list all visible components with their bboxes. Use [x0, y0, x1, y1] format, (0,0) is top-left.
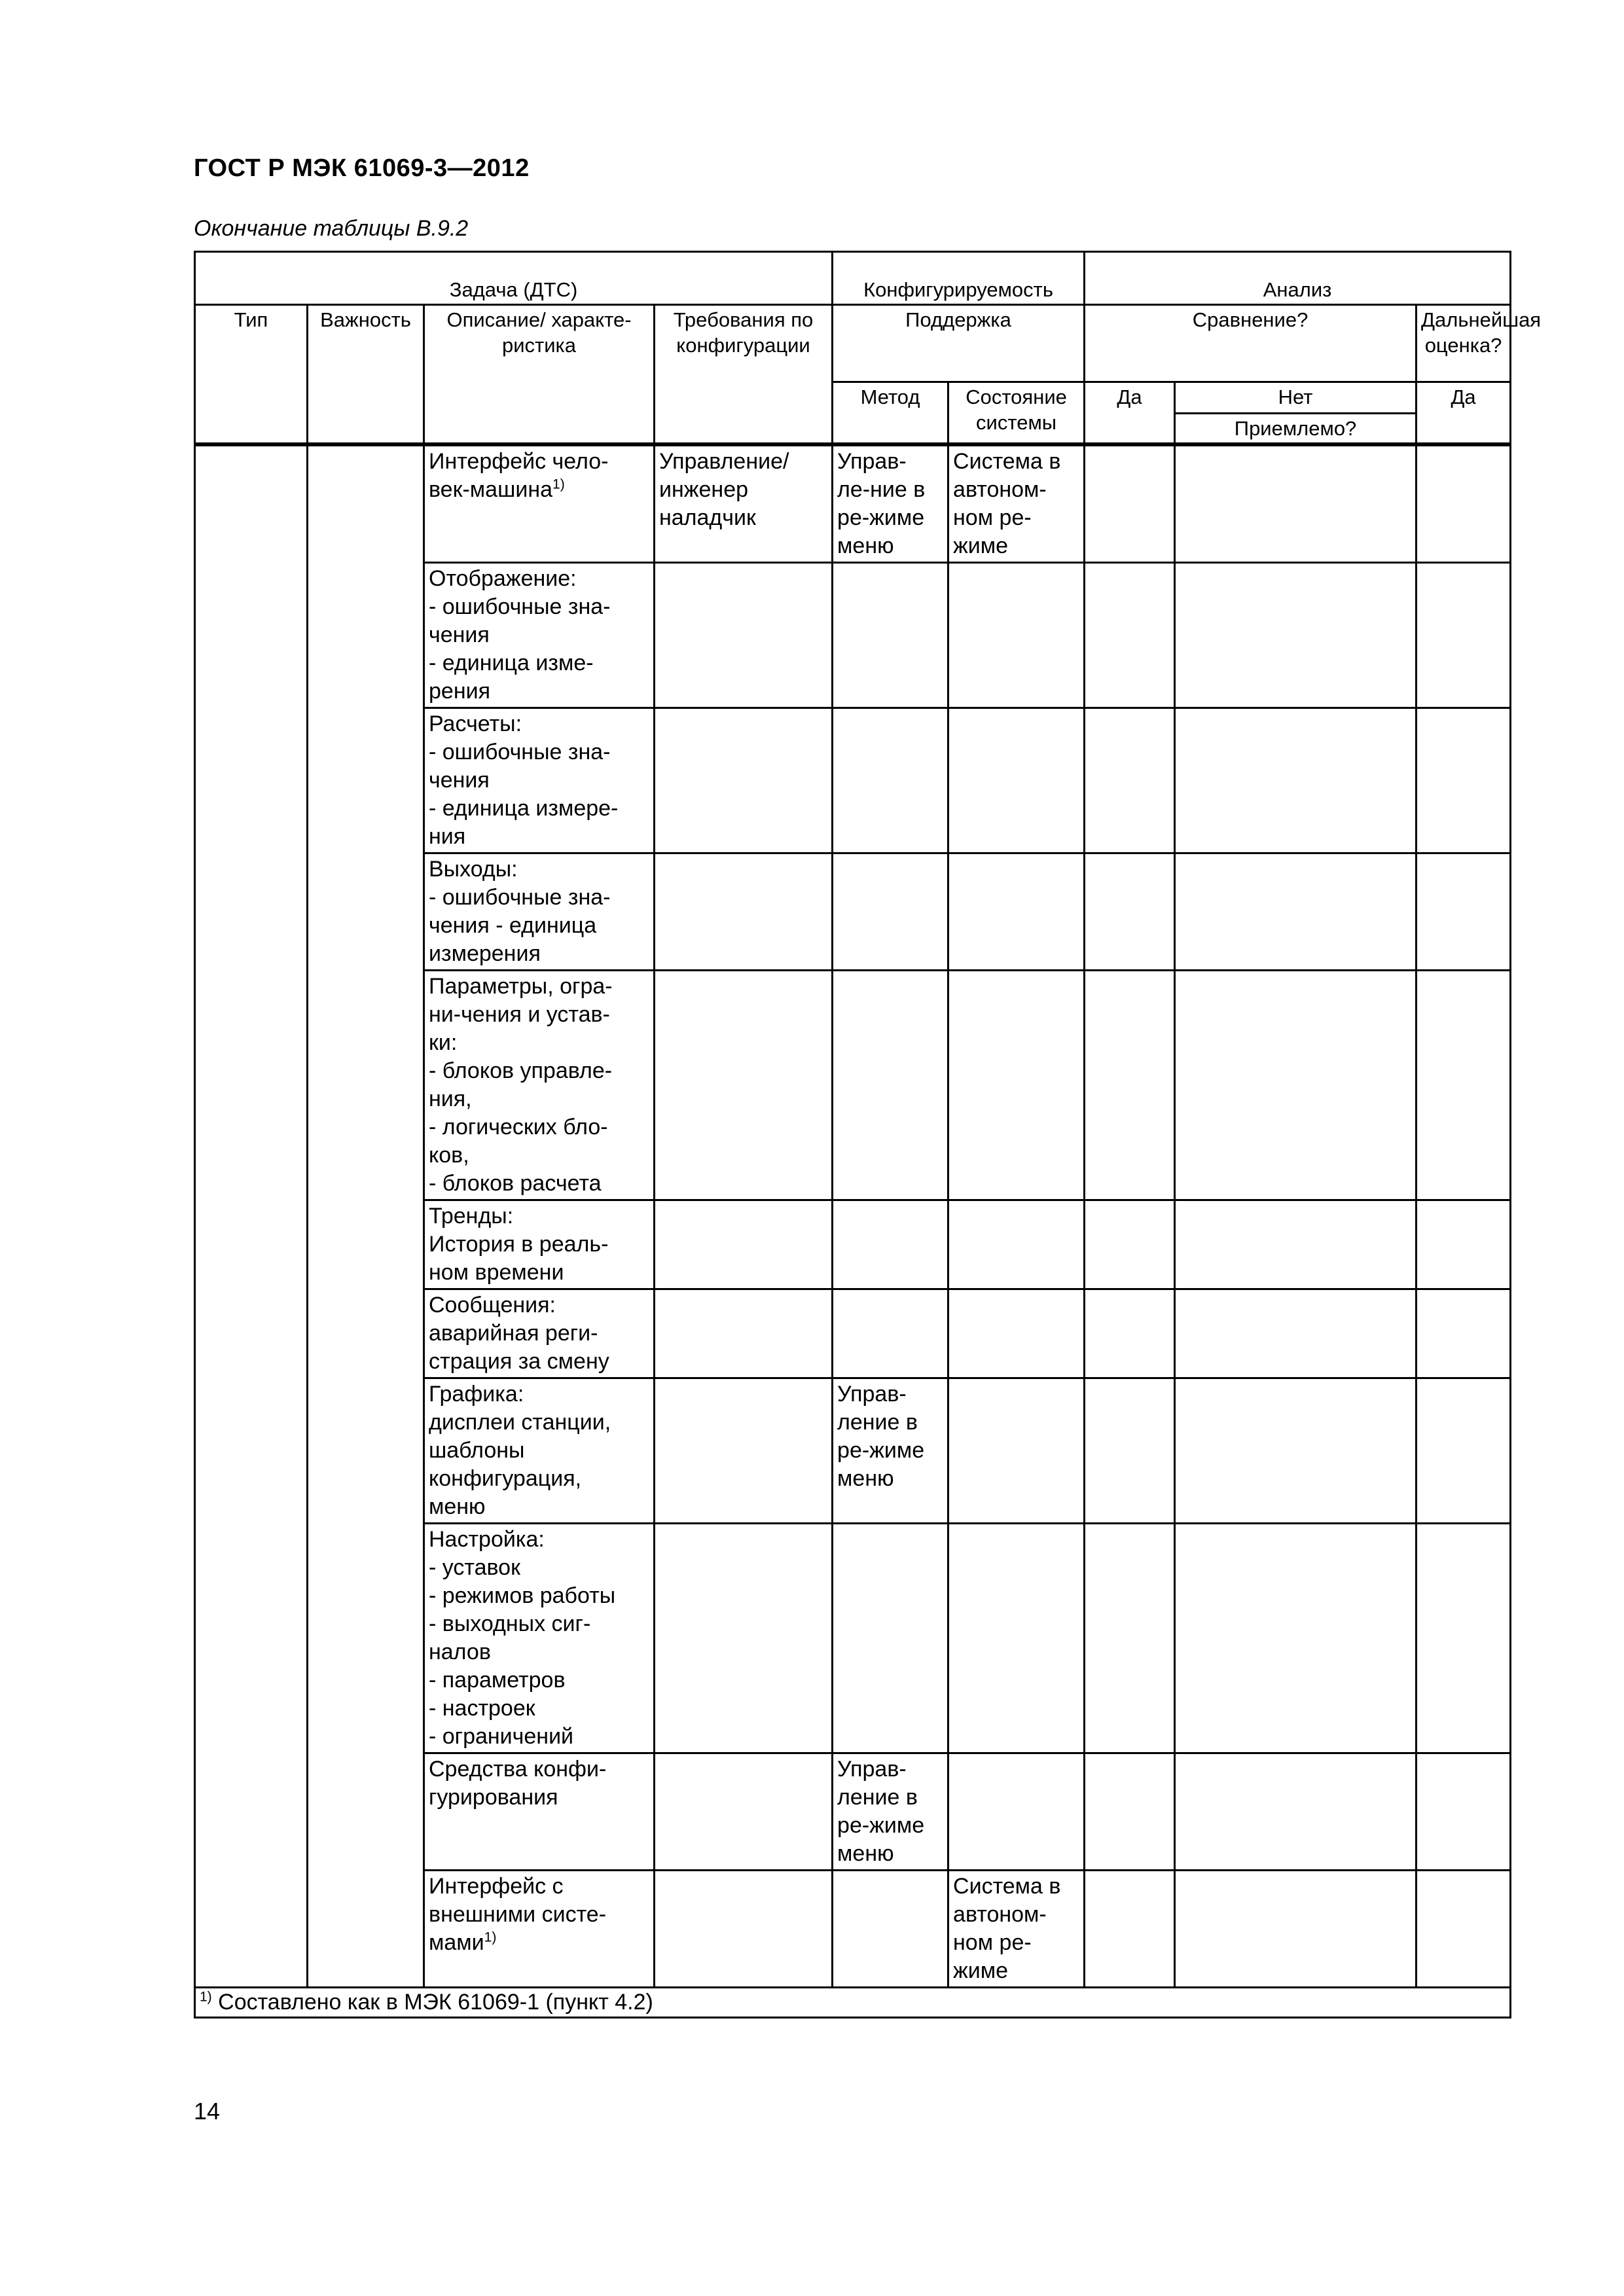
type-cell	[195, 444, 308, 1988]
requirements-cell: Управление/ инженер наладчик	[655, 444, 833, 563]
comparison-no-cell	[1175, 563, 1416, 708]
method-cell	[833, 563, 948, 708]
description-cell: Отображение: - ошибочные зна- чения - единица изме- рения	[424, 563, 655, 708]
system-state-cell	[948, 563, 1085, 708]
footnote-ref: 1)	[552, 476, 565, 492]
table-caption: Окончание таблицы В.9.2	[194, 216, 469, 241]
further-yes-cell	[1416, 563, 1511, 708]
column-header-yes: Да	[1085, 382, 1175, 445]
system-state-cell: Система в автоном- ном ре- жиме	[948, 1871, 1085, 1988]
description-cell: Выходы: - ошибочные зна- чения - единица измерения	[424, 853, 655, 971]
method-cell	[833, 708, 948, 853]
further-yes-cell	[1416, 1524, 1511, 1753]
column-header-acceptable: Приемлемо?	[1175, 414, 1416, 445]
method-cell	[833, 1200, 948, 1289]
method-cell	[833, 971, 948, 1200]
group-header-configurability: Конфигурируемость	[833, 252, 1085, 305]
system-state-cell	[948, 971, 1085, 1200]
comparison-no-cell	[1175, 1378, 1416, 1524]
system-state-cell	[948, 853, 1085, 971]
further-yes-cell	[1416, 971, 1511, 1200]
comparison-yes-cell	[1085, 1200, 1175, 1289]
column-header-support: Поддержка	[833, 305, 1085, 382]
method-cell: Управ- ле-ние в ре-жиме меню	[833, 444, 948, 563]
description-text: Интерфейс с внешними систе- мами	[429, 1874, 607, 1955]
further-yes-cell	[1416, 708, 1511, 853]
description-cell: Сообщения: аварийная реги- страция за смену	[424, 1289, 655, 1378]
comparison-yes-cell	[1085, 708, 1175, 853]
description-cell: Тренды: История в реаль- ном времени	[424, 1200, 655, 1289]
system-state-cell	[948, 1524, 1085, 1753]
footnote-ref: 1)	[484, 1929, 497, 1945]
footnote-mark: 1)	[200, 1989, 212, 2005]
comparison-yes-cell	[1085, 1289, 1175, 1378]
evaluation-table	[194, 251, 1542, 2018]
column-header-requirements: Требования по конфигурации	[655, 305, 833, 445]
further-yes-cell	[1416, 1289, 1511, 1378]
column-header-comparison: Сравнение?	[1085, 305, 1416, 382]
requirements-cell	[655, 1200, 833, 1289]
comparison-yes-cell	[1085, 1378, 1175, 1524]
requirements-cell	[655, 1753, 833, 1871]
system-state-cell	[948, 1753, 1085, 1871]
requirements-cell	[655, 1524, 833, 1753]
comparison-yes-cell	[1085, 1871, 1175, 1988]
comparison-no-cell	[1175, 1289, 1416, 1378]
further-yes-cell	[1416, 1871, 1511, 1988]
requirements-cell	[655, 1378, 833, 1524]
comparison-yes-cell	[1085, 563, 1175, 708]
description-cell: Средства конфи- гурирования	[424, 1753, 655, 1871]
column-header-method: Метод	[833, 382, 948, 445]
requirements-cell	[655, 563, 833, 708]
system-state-cell	[948, 708, 1085, 853]
method-cell	[833, 1524, 948, 1753]
comparison-no-cell	[1175, 708, 1416, 853]
requirements-cell	[655, 1289, 833, 1378]
column-header-further-evaluation: Дальнейшая оценка?	[1416, 305, 1511, 382]
comparison-no-cell	[1175, 1871, 1416, 1988]
comparison-yes-cell	[1085, 444, 1175, 563]
method-cell	[833, 1289, 948, 1378]
further-yes-cell	[1416, 1200, 1511, 1289]
system-state-cell: Система в автоном- ном ре- жиме	[948, 444, 1085, 563]
description-text: Интерфейс чело- век-машина	[429, 449, 609, 502]
system-state-cell	[948, 1200, 1085, 1289]
comparison-no-cell	[1175, 1200, 1416, 1289]
comparison-no-cell	[1175, 1524, 1416, 1753]
comparison-yes-cell	[1085, 1753, 1175, 1871]
system-state-cell	[948, 1378, 1085, 1524]
group-header-analysis: Анализ	[1085, 252, 1511, 305]
document-header: ГОСТ Р МЭК 61069-3—2012	[194, 154, 530, 182]
description-cell: Графика: дисплеи станции, шаблоны конфигурация, меню	[424, 1378, 655, 1524]
requirements-cell	[655, 971, 833, 1200]
column-header-type: Тип	[195, 305, 308, 445]
comparison-yes-cell	[1085, 971, 1175, 1200]
method-cell: Управ- ление в ре-жиме меню	[833, 1753, 948, 1871]
table-footnote	[195, 1988, 1511, 2018]
comparison-yes-cell	[1085, 1524, 1175, 1753]
description-cell	[424, 444, 655, 563]
description-cell: Расчеты: - ошибочные зна- чения - единица измере- ния	[424, 708, 655, 853]
column-header-no: Нет	[1175, 382, 1416, 414]
comparison-yes-cell	[1085, 853, 1175, 971]
requirements-cell	[655, 1871, 833, 1988]
column-header-yes-further: Да	[1416, 382, 1511, 445]
importance-cell	[308, 444, 424, 1988]
footnote-text: Составлено как в МЭК 61069-1 (пункт 4.2)	[211, 1990, 653, 2015]
column-header-importance: Важность	[308, 305, 424, 445]
comparison-no-cell	[1175, 971, 1416, 1200]
description-cell: Настройка: - уставок - режимов работы - выходных сиг- налов - параметров - настроек - ограничений	[424, 1524, 655, 1753]
comparison-no-cell	[1175, 444, 1416, 563]
description-cell	[424, 1871, 655, 1988]
system-state-cell	[948, 1289, 1085, 1378]
column-header-system-state: Состояние системы	[948, 382, 1085, 445]
group-header-task: Задача (ДТС)	[195, 252, 833, 305]
further-yes-cell	[1416, 853, 1511, 971]
method-cell	[833, 853, 948, 971]
requirements-cell	[655, 853, 833, 971]
comparison-no-cell	[1175, 853, 1416, 971]
comparison-no-cell	[1175, 1753, 1416, 1871]
requirements-cell	[655, 708, 833, 853]
further-yes-cell	[1416, 1753, 1511, 1871]
further-yes-cell	[1416, 444, 1511, 563]
method-cell	[833, 1871, 948, 1988]
further-yes-cell	[1416, 1378, 1511, 1524]
column-header-description: Описание/ характе-ристика	[424, 305, 655, 445]
description-cell: Параметры, огра- ни-чения и устав- ки: - блоков управле- ния, - логических бло- ков, - блоков расчета	[424, 971, 655, 1200]
method-cell: Управ- ление в ре-жиме меню	[833, 1378, 948, 1524]
page-number: 14	[194, 2098, 221, 2125]
